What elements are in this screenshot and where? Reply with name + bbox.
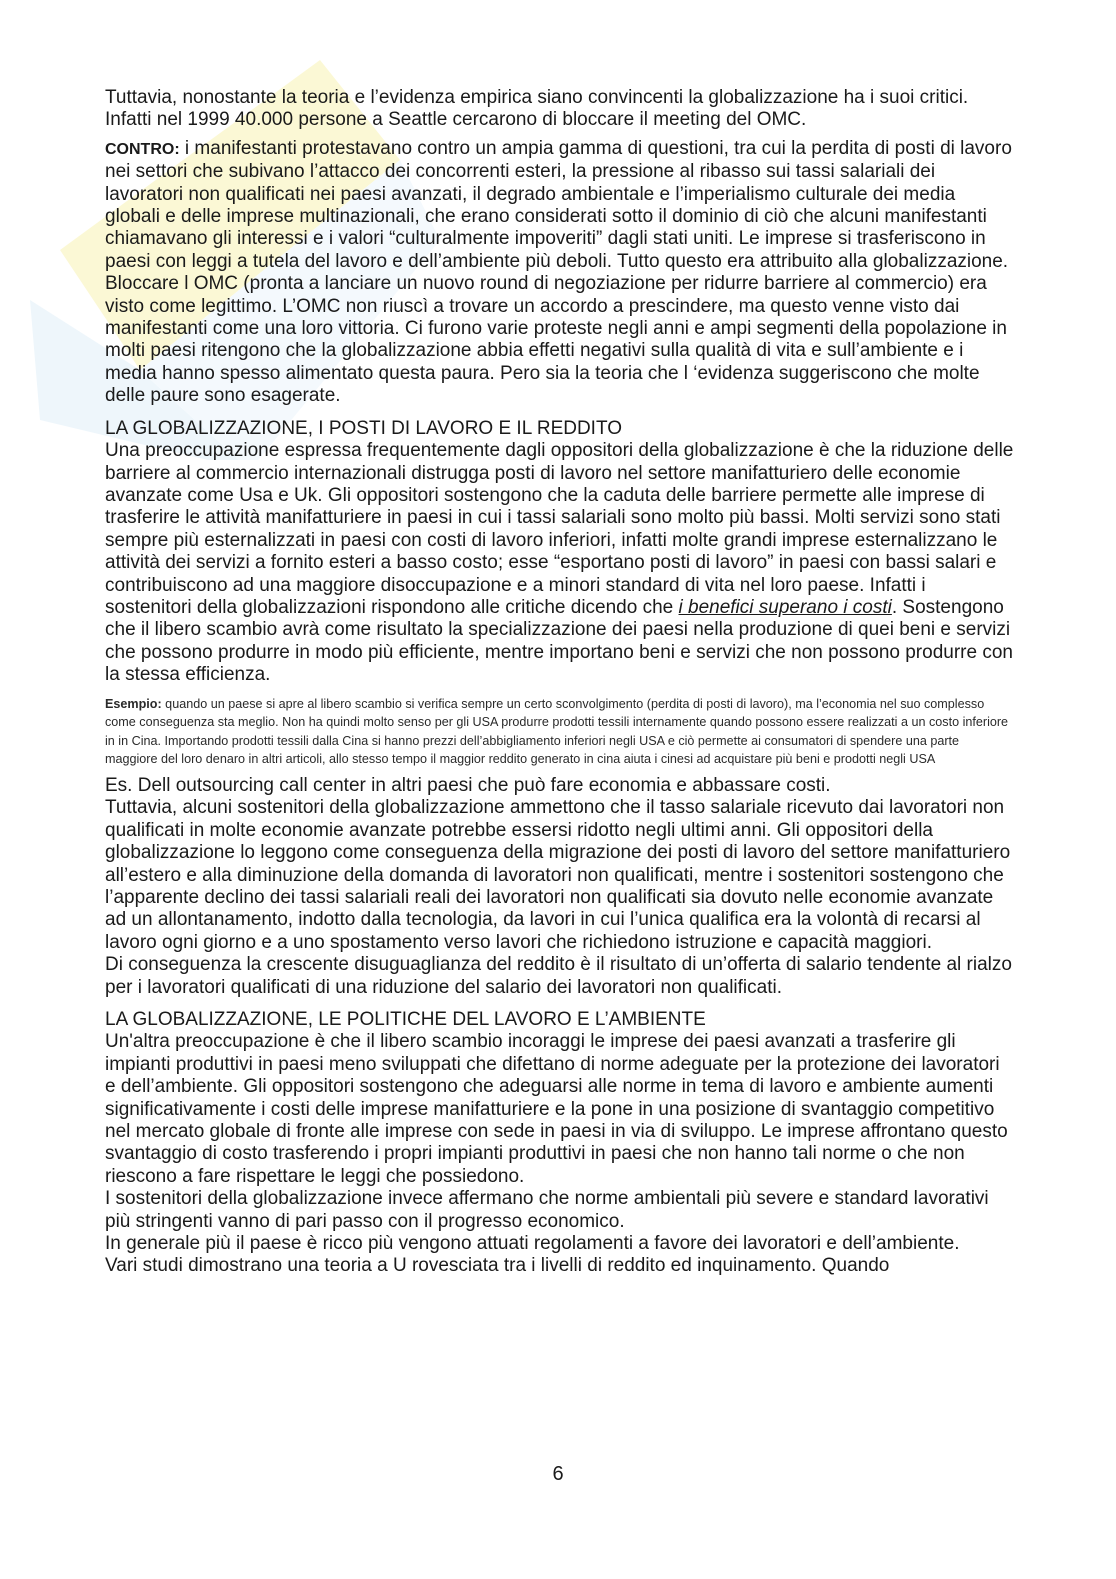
- paragraph: [105, 440, 1015, 686]
- paragraph: I sostenitori della globalizzazione invece affermano che norme ambientali più severe e standard lavorativi più stringenti vanno di pari passo con il progresso economico.: [105, 1188, 989, 1232]
- paragraph: Un'altra preoccupazione è che il libero scambio incoraggi le imprese dei paesi avanzati a trasferire gli impianti produttivi in paesi meno sviluppati che difettano di norme adeguate per la protezione dei lavoratori e dell’ambiente. Gli oppositori sostengono che adeguarsi alle norme in tema di lavoro e ambiente aumenti significativamente i costi delle imprese manifatturiere e la pone in una posizione di svantaggio competitivo nel mercato globale di fronte alle imprese con sede in paesi in via di sviluppo. Le imprese affrontano questo svantaggio di costo trasferendo i propri impianti produttivi in paesi che non hanno tali norme o che non riescono a fare rispettare le leggi che possiedono.: [105, 1031, 1008, 1187]
- paragraph-text: . Sostengono che il libero scambio avrà come risultato la specializzazione dei paesi nella produzione di quei beni e servizi che possono produrre in modo più efficiente, mentre importano beni e servizi che non possono produrre con la stessa efficienza.: [105, 596, 1013, 686]
- paragraph-contro: [105, 138, 1015, 273]
- section-heading: LA GLOBALIZZAZIONE, LE POLITICHE DEL LAVORO E L’AMBIENTE: [105, 1009, 706, 1030]
- contro-text: i manifestanti protestavano contro un ampia gamma di questioni, tra cui la perdita di posti di lavoro nei settori che subivano l’attacco dei concorrenti esteri, la pressione al ribasso sui tassi salariali dei lavoratori non qualificati nei paesi avanzati, il degrado ambientale e l’imperialismo culturale dei media globali e delle imprese multinazionali, che erano considerati sotto il dominio di ciò che alcuni manifestanti chiamavano gli interessi e i valori “culturalmente impoveriti” dagli stati uniti. Le imprese si trasferiscono in paesi con leggi a tutela del lavoro e dell’ambiente più deboli. Tutto questo era attribuito alla globalizzazione.: [105, 137, 1012, 272]
- paragraph: Tuttavia, nonostante la teoria e l’evidenza empirica siano convincenti la globalizzazione ha i suoi critici. Infatti nel 1999 40.000 persone a Seattle cercarono di bloccare il meeting del OMC.: [105, 87, 969, 131]
- paragraph: Vari studi dimostrano una teoria a U rovesciata tra i livelli di reddito ed inquinamento. Quando: [105, 1255, 890, 1277]
- paragraph: Es. Dell outsourcing call center in altri paesi che può fare economia e abbassare costi.: [105, 774, 831, 796]
- paragraph: Bloccare l OMC (pronta a lanciare un nuovo round di negoziazione per ridurre barriere al commercio) era visto come legittimo. L’OMC non riuscì a trovare un accordo a prescindere, ma questo venne visto dai manifestanti come una loro vittoria. Ci furono varie proteste negli anni e ampi segmenti della popolazione in molti paesi ritengono che la globalizzazione abbia effetti negativi sulla qualità di vita e sull’ambiente e i media hanno spesso alimentato questa paura. Pero sia la teoria che l ‘evidenza suggeriscono che molte delle paure sono esagerate.: [105, 273, 1007, 407]
- paragraph: In generale più il paese è ricco più vengono attuati regolamenti a favore dei lavoratori e dell’ambiente.: [105, 1233, 960, 1255]
- paragraph: Di conseguenza la crescente disuguaglianza del reddito è il risultato di un’offerta di salario tendente al rialzo per i lavoratori qualificati di una riduzione del salario dei lavoratori non qualificati.: [105, 954, 1012, 998]
- example-note: [105, 695, 1015, 769]
- underlined-phrase: i benefici superano i costi: [678, 596, 892, 618]
- example-text: quando un paese si apre al libero scambio si verifica sempre un certo sconvolgimento (perdita di posti di lavoro), ma l’economia nel suo complesso come conseguenza sta meglio. Non ha quindi molto senso per gli USA produrre prodotti tessili internamente quando possono essere realizzati a un costo inferiore in in Cina. Importando prodotti tessili dalla Cina si hanno prezzi dell’abbigliamento inferiori negli USA e ciò permette ai consumatori di spendere una parte maggiore del loro denaro in altri articoli, allo stesso tempo il maggior reddito generato in cina aiuta i cinesi ad acquistare più beni e prodotti negli USA: [105, 696, 1009, 767]
- example-label: Esempio:: [105, 696, 162, 711]
- paragraph: Tuttavia, alcuni sostenitori della globalizzazione ammettono che il tasso salariale ricevuto dai lavoratori non qualificati in molte economie avanzate potrebbe essersi ridotto negli ultimi anni. Gli oppositori della globalizzazione lo leggono come conseguenza della migrazione dei posti di lavoro del settore manifatturiero all’estero e alla diminuzione della domanda di lavoratori non qualificati, mentre i sostenitori sostengono che l’apparente declino dei tassi salariali reali dei lavoratori non qualificati sia dovuto nelle economie avanzate ad un allontanamento, indotto dalla tecnologia, da lavori in cui l’unica qualifica era la volontà di recarsi al lavoro ogni giorno e a uno spostamento verso lavori che richiedono istruzione e capacità maggiori.: [105, 797, 1011, 953]
- page-number: 6: [552, 1463, 564, 1485]
- contro-label: CONTRO:: [105, 140, 180, 158]
- section-heading: LA GLOBALIZZAZIONE, I POSTI DI LAVORO E IL REDDITO: [105, 417, 622, 439]
- document-body: [105, 87, 1015, 1278]
- paragraph-text: Una preoccupazione espressa frequentemente dagli oppositori della globalizzazione è che la riduzione delle barriere al commercio internazionali distrugga posti di lavoro nel settore manifatturiero delle economie avanzate come Usa e Uk. Gli oppositori sostengono che la caduta delle barriere permette alle imprese di trasferire le attività manifatturiere in paesi in cui i tassi salariali sono molto più bassi. Molti servizi sono stati sempre più esternalizzati in paesi con costi di lavoro inferiori, infatti molte grandi imprese esternalizzano le attività dei servizi a fornito esteri a basso costo; esse “esportano posti di lavoro” in paesi con bassi salari e contribuiscono ad una maggiore disoccupazione e a minori standard di vita nel loro paese. Infatti i sostenitori della globalizzazioni rispondono alle critiche dicendo che: [105, 440, 1014, 618]
